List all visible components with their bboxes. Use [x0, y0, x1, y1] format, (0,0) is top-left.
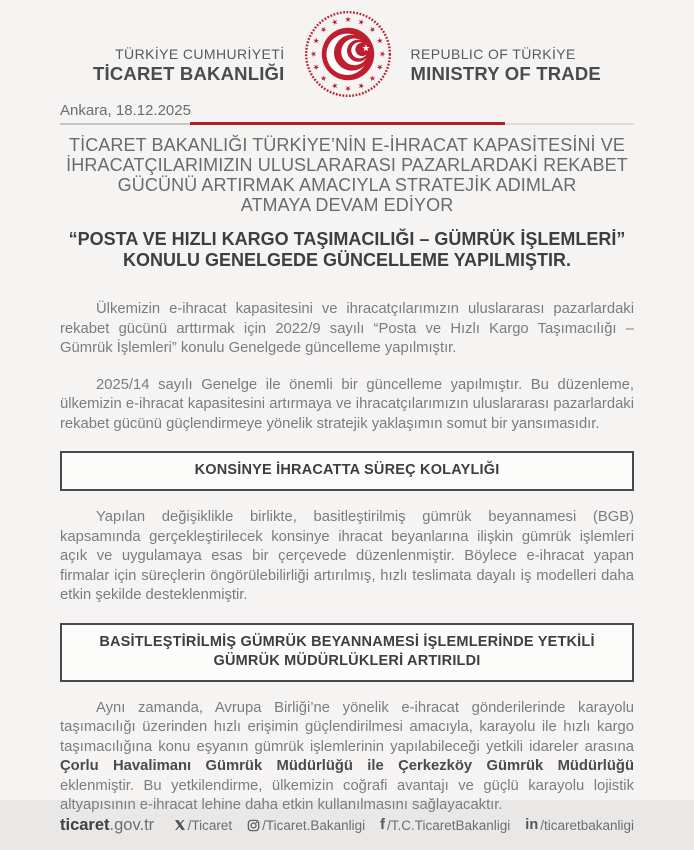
website-link[interactable]	[60, 816, 154, 835]
website-rest-part: .gov.tr	[109, 815, 155, 834]
org-line-tr-2: TİCARET BAKANLIĞI	[93, 63, 285, 85]
paragraph-4-text-b: eklenmiştir. Bu yetkilendirme, ülkemizin coğrafi avantajı ve güçlü karayolu lojistik altyapısının e-ihracat lehine daha etkin kullanılmasını sağlayacaktır.	[60, 777, 634, 813]
rule-segment-lightgray	[505, 123, 634, 125]
social-handle-x: /Ticaret	[187, 817, 233, 833]
website-bold-part: ticaret	[60, 815, 110, 834]
subtitle-line-1: “POSTA VE HIZLI KARGO TAŞIMACILIĞI – GÜMRÜK İŞLEMLERİ”	[68, 229, 626, 249]
rule-segment-red	[190, 122, 505, 125]
instagram-icon	[247, 819, 260, 832]
page-title	[60, 135, 634, 215]
x-icon	[174, 819, 186, 831]
social-link-instagram[interactable]	[247, 818, 365, 833]
paragraph-4-bold: Çorlu Havalimanı Gümrük Müdürlüğü ile Çerkezköy Gümrük Müdürlüğü	[60, 758, 634, 774]
social-links	[174, 818, 634, 833]
body-paragraph-3: Yapılan değişiklikle birlikte, basitleştirilmiş gümrük beyannamesi (BGB) kapsamında gerçekleştirilecek konsinye ihracat beyanlarına ilişkin gümrük işlemleri açık ve uygulamaya esas bir çerçevede düzenlenmiştir. Böylece e-ihracat yapan firmalar için süreçlerin öngörülebilirliği artırılmış, hızlı teslimata dayalı iş modelleri daha etkin şekilde desteklenmiştir.	[60, 509, 634, 603]
page-subtitle	[60, 229, 634, 271]
rule-segment-gray	[60, 123, 190, 125]
social-handle-facebook: /T.C.TicaretBakanligi	[387, 817, 511, 833]
social-link-linkedin[interactable]	[525, 818, 634, 833]
org-line-en-2: MINISTRY OF TRADE	[410, 63, 601, 85]
section-heading-bgb: BASİTLEŞTİRİLMİŞ GÜMRÜK BEYANNAMESİ İŞLEMLERİNDE YETKİLİ GÜMRÜK MÜDÜRLÜKLERİ ARTIRILDI	[60, 623, 634, 682]
org-name-english	[411, 8, 601, 84]
title-line-2: İHRACATÇILARIMIZIN ULUSLARARASI PAZARLARDAKİ REKABET	[66, 155, 628, 175]
footer	[60, 816, 634, 850]
body-paragraph-1: Ülkemizin e-ihracat kapasitesini ve ihracatçılarımızın uluslararası pazarlardaki rekabet gücünü arttırmak için 2022/9 sayılı “Posta ve Hızlı Kargo Taşımacılığı – Gümrük İşlemleri” konulu Genelgede güncelleme yapılmıştır.	[60, 301, 634, 356]
social-link-x[interactable]	[174, 818, 233, 833]
body-paragraph-2: 2025/14 sayılı Genelge ile önemli bir güncelleme yapılmıştır. Bu düzenleme, ülkemizin e-ihracat kapasitesini artırmaya ve ihracatçılarımızın uluslararası pazarlardaki rekabet gücünü güçlendirmeye yönelik stratejik yaklaşımın somut bir yansımasıdır.	[60, 376, 634, 432]
body-paragraph-4	[60, 699, 634, 816]
subtitle-line-2: KONULU GENELGEDE GÜNCELLEME YAPILMIŞTIR.	[122, 250, 572, 270]
social-handle-instagram: /Ticaret.Bakanligi	[262, 817, 366, 833]
title-line-1: TİCARET BAKANLIĞI TÜRKİYE’NİN E-İHRACAT KAPASİTESİNİ VE	[69, 135, 625, 155]
paragraph-4-text-a: Aynı zamanda, Avrupa Birliği’ne yönelik e-ihracat gönderilerinde karayolu taşımacılığı üzerinden hızlı erişimin güçlendirilmesi amacıyla, karayolu ile hızlı kargo taşımacılığına konu eşyanın gümrük işlemlerinin yapılabileceği yetkili idareler arasına	[60, 699, 634, 755]
title-line-3: GÜCÜNÜ ARTIRMAK AMACIYLA STRATEJİK ADIMLAR	[117, 175, 577, 195]
org-line-tr-1: TÜRKİYE CUMHURİYETİ	[115, 46, 285, 62]
title-line-4: ATMAYA DEVAM EDİYOR	[240, 195, 454, 215]
social-handle-linkedin: /ticaretbakanligi	[540, 817, 634, 833]
linkedin-icon: in	[525, 816, 539, 833]
facebook-icon: f	[380, 816, 385, 833]
section-heading-konsinye: KONSİNYE İHRACATTA SÜREÇ KOLAYLIĞI	[60, 451, 634, 491]
org-name-turkish	[93, 8, 284, 84]
dateline: Ankara, 18.12.2025	[60, 102, 191, 119]
header	[60, 8, 634, 100]
ministry-of-trade-emblem-logo	[302, 8, 394, 100]
org-line-en-1: REPUBLIC OF TÜRKİYE	[410, 46, 576, 62]
social-link-facebook[interactable]	[380, 818, 510, 833]
